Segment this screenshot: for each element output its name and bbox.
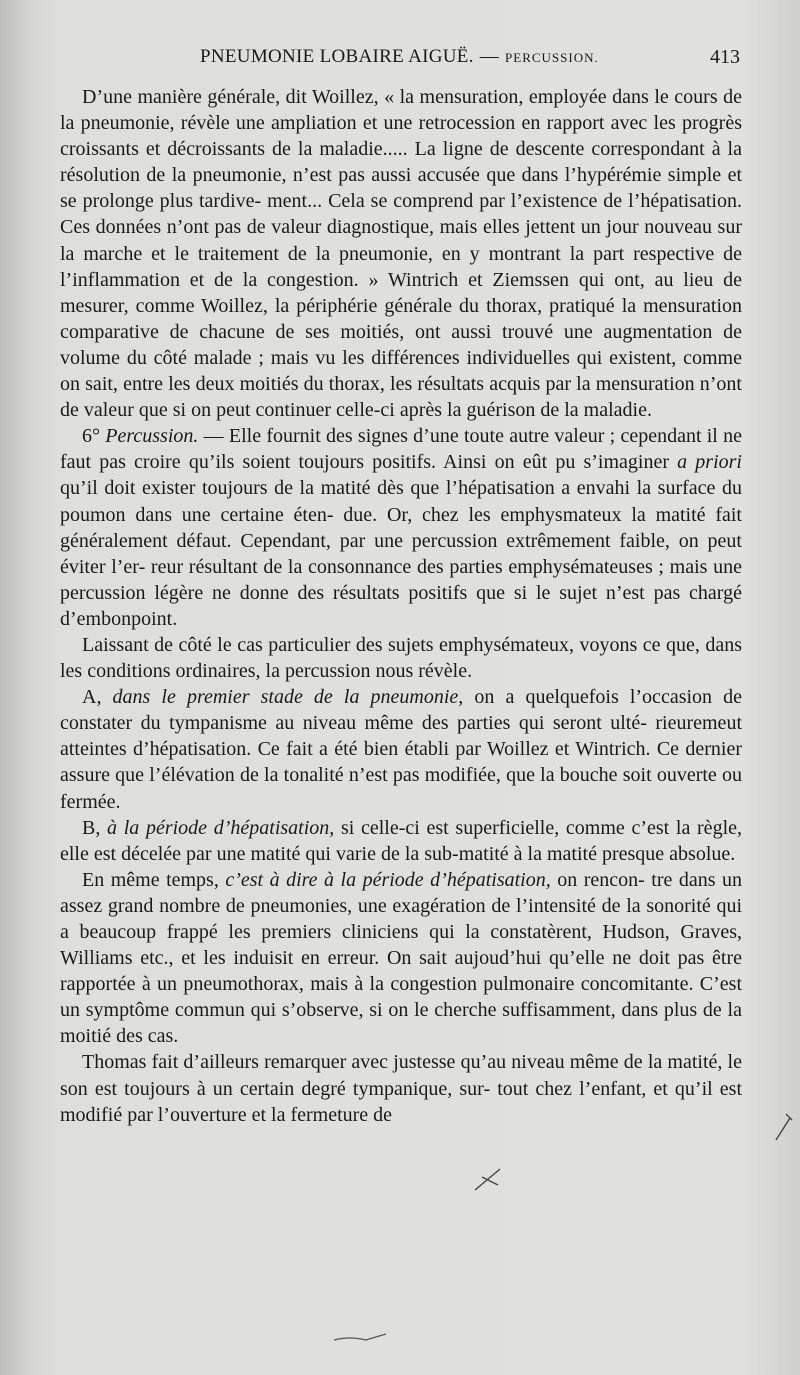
italic-text: à la période d’hépatisation, bbox=[107, 816, 335, 839]
paragraph-p7 bbox=[60, 1049, 742, 1127]
pencil-mark-icon bbox=[330, 1328, 390, 1348]
pencil-mark-icon bbox=[470, 1165, 510, 1195]
text-run: si celle-ci est superficielle, comme c’est la règle, elle est décelée par une matité qui varie de la sub-matité à la matité presque absolue. bbox=[60, 816, 742, 865]
text-run: D’une manière générale, dit Woillez, « la mensuration, employée dans le cours de la pneumonie, révèle une ampliation et une retrocession en rapport avec les progrès croissants et décroissants de la maladie..... La ligne de descente correspondant à la résolution de la pneumonie, n’est pas aussi accusée que dans l’hypérémie simple et se prolonge plus tardive- ment... Cela se comprend par l’existence de l’hépatisation. Ces données n’ont pas de valeur diagnostique, mais elles jettent un jour nouveau sur la marche et le traitement de la pneumonie, en y montrant la part respective de l’inflammation et de la congestion. » Wintrich et Ziemssen qui ont, au lieu de mesurer, comme Woillez, la périphérie générale du thorax, pratiqué la mensuration comparative de chacune de ses moitiés, ont aussi trouvé une augmentation de volume du côté malade ; mais vu les différences individuelles qui existent, comme on sait, entre les deux moitiés du thorax, les résultats acquis par la mensuration n’ont de valeur que si on peut continuer celle-ci après la guérison de la maladie. bbox=[60, 86, 742, 422]
body-text bbox=[60, 84, 742, 1128]
text-run: on rencon- tre dans un assez grand nombre de pneumonies, une exagération de l’intensité de la sonorité qui a beaucoup frappé les premiers cliniciens qui la constatèrent, Hudson, Graves, Williams etc., et les induisit en erreur. On sait aujoud’hui qu’elle ne doit pas être rapportée à un pneumothorax, mais à la congestion pulmonaire concomitante. C’est un symptôme commun qui s’observe, si on le cherche suffisamment, dans plus de la moitié des cas. bbox=[60, 868, 743, 1048]
text-run: B, bbox=[82, 816, 108, 839]
text-run: 6° bbox=[82, 425, 106, 448]
paragraph-p4 bbox=[60, 684, 742, 814]
paragraph-p6 bbox=[60, 867, 742, 1050]
text-run: qu’il doit exister toujours de la matité dès que l’hépatisation a envahi la surface du poumon dans une certaine éten- due. Or, chez les emphysmateux la matité fait généralement défaut. Cependant, par une percussion extrêmement faible, on peut éviter l’er- reur résultant de la consonnance des parties emphysémateuses ; mais une percussion légère ne donne des résultats positifs que si le sujet n’est pas chargé d’embonpoint. bbox=[60, 477, 742, 630]
text-run: En même temps, bbox=[82, 868, 226, 891]
paragraph-p1 bbox=[60, 84, 742, 423]
running-header bbox=[60, 44, 740, 72]
italic-text: Percussion. bbox=[105, 425, 199, 448]
page-number: 413 bbox=[710, 46, 740, 68]
text-run: — Elle fournit des signes d’une toute autre valeur ; cependant il ne faut pas croire qu’ils soient toujours positifs. Ainsi on eût pu s’imaginer bbox=[60, 425, 742, 474]
italic-text: a priori bbox=[677, 451, 742, 474]
running-title bbox=[200, 46, 599, 68]
paragraph-p5 bbox=[60, 815, 742, 867]
chapter-title: PNEUMONIE LOBAIRE AIGUË. bbox=[200, 46, 474, 67]
text-run: A, bbox=[82, 686, 113, 709]
paragraph-p3 bbox=[60, 632, 742, 684]
italic-text: c’est à dire à la période d’hépatisation, bbox=[225, 868, 551, 891]
paragraph-p2 bbox=[60, 423, 742, 632]
text-run: on a quelquefois l’occasion de constater du tympanisme au niveau même des parties qui seront ulté- rieuremeut atteintes d’hépatisation. Ce fait a été bien établi par Woillez et Wintrich. Ce dernier assure que l’élévation de la tonalité n’est pas modifiée, que la bouche soit ouverte ou fermée. bbox=[60, 686, 742, 813]
section-title: PERCUSSION. bbox=[505, 50, 599, 65]
text-run: Thomas fait d’ailleurs remarquer avec justesse qu’au niveau même de la matité, le son est toujours à un certain degré tympanique, sur- tout chez l’enfant, et qu’il est modifié par l’ouverture et la fermeture de bbox=[60, 1051, 742, 1126]
text-run: Laissant de côté le cas particulier des sujets emphysémateux, voyons ce que, dans les conditions ordinaires, la percussion nous révèle. bbox=[60, 633, 742, 683]
italic-text: dans le premier stade de la pneumonie, bbox=[112, 686, 464, 709]
pencil-mark-icon bbox=[772, 1110, 796, 1146]
title-separator: — bbox=[479, 46, 500, 67]
